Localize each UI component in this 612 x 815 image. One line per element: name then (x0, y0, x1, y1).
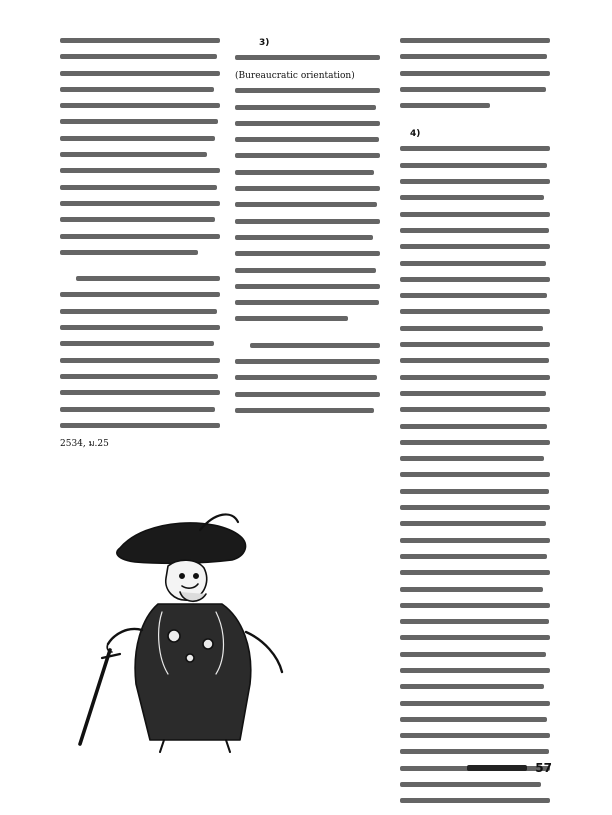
page-footer (432, 761, 552, 775)
right-column (400, 38, 550, 815)
middle-column (235, 38, 380, 424)
left-column (60, 38, 220, 456)
item-number-3: 3) (259, 38, 270, 48)
footer-running-title (467, 765, 527, 771)
english-term: (Bureaucratic orientation) (235, 71, 355, 82)
item-number-4: 4) (410, 129, 421, 140)
law-citation: 2534, ม.25 (60, 439, 109, 450)
page-number: 57 (535, 761, 552, 775)
caricature-illustration (50, 508, 360, 753)
